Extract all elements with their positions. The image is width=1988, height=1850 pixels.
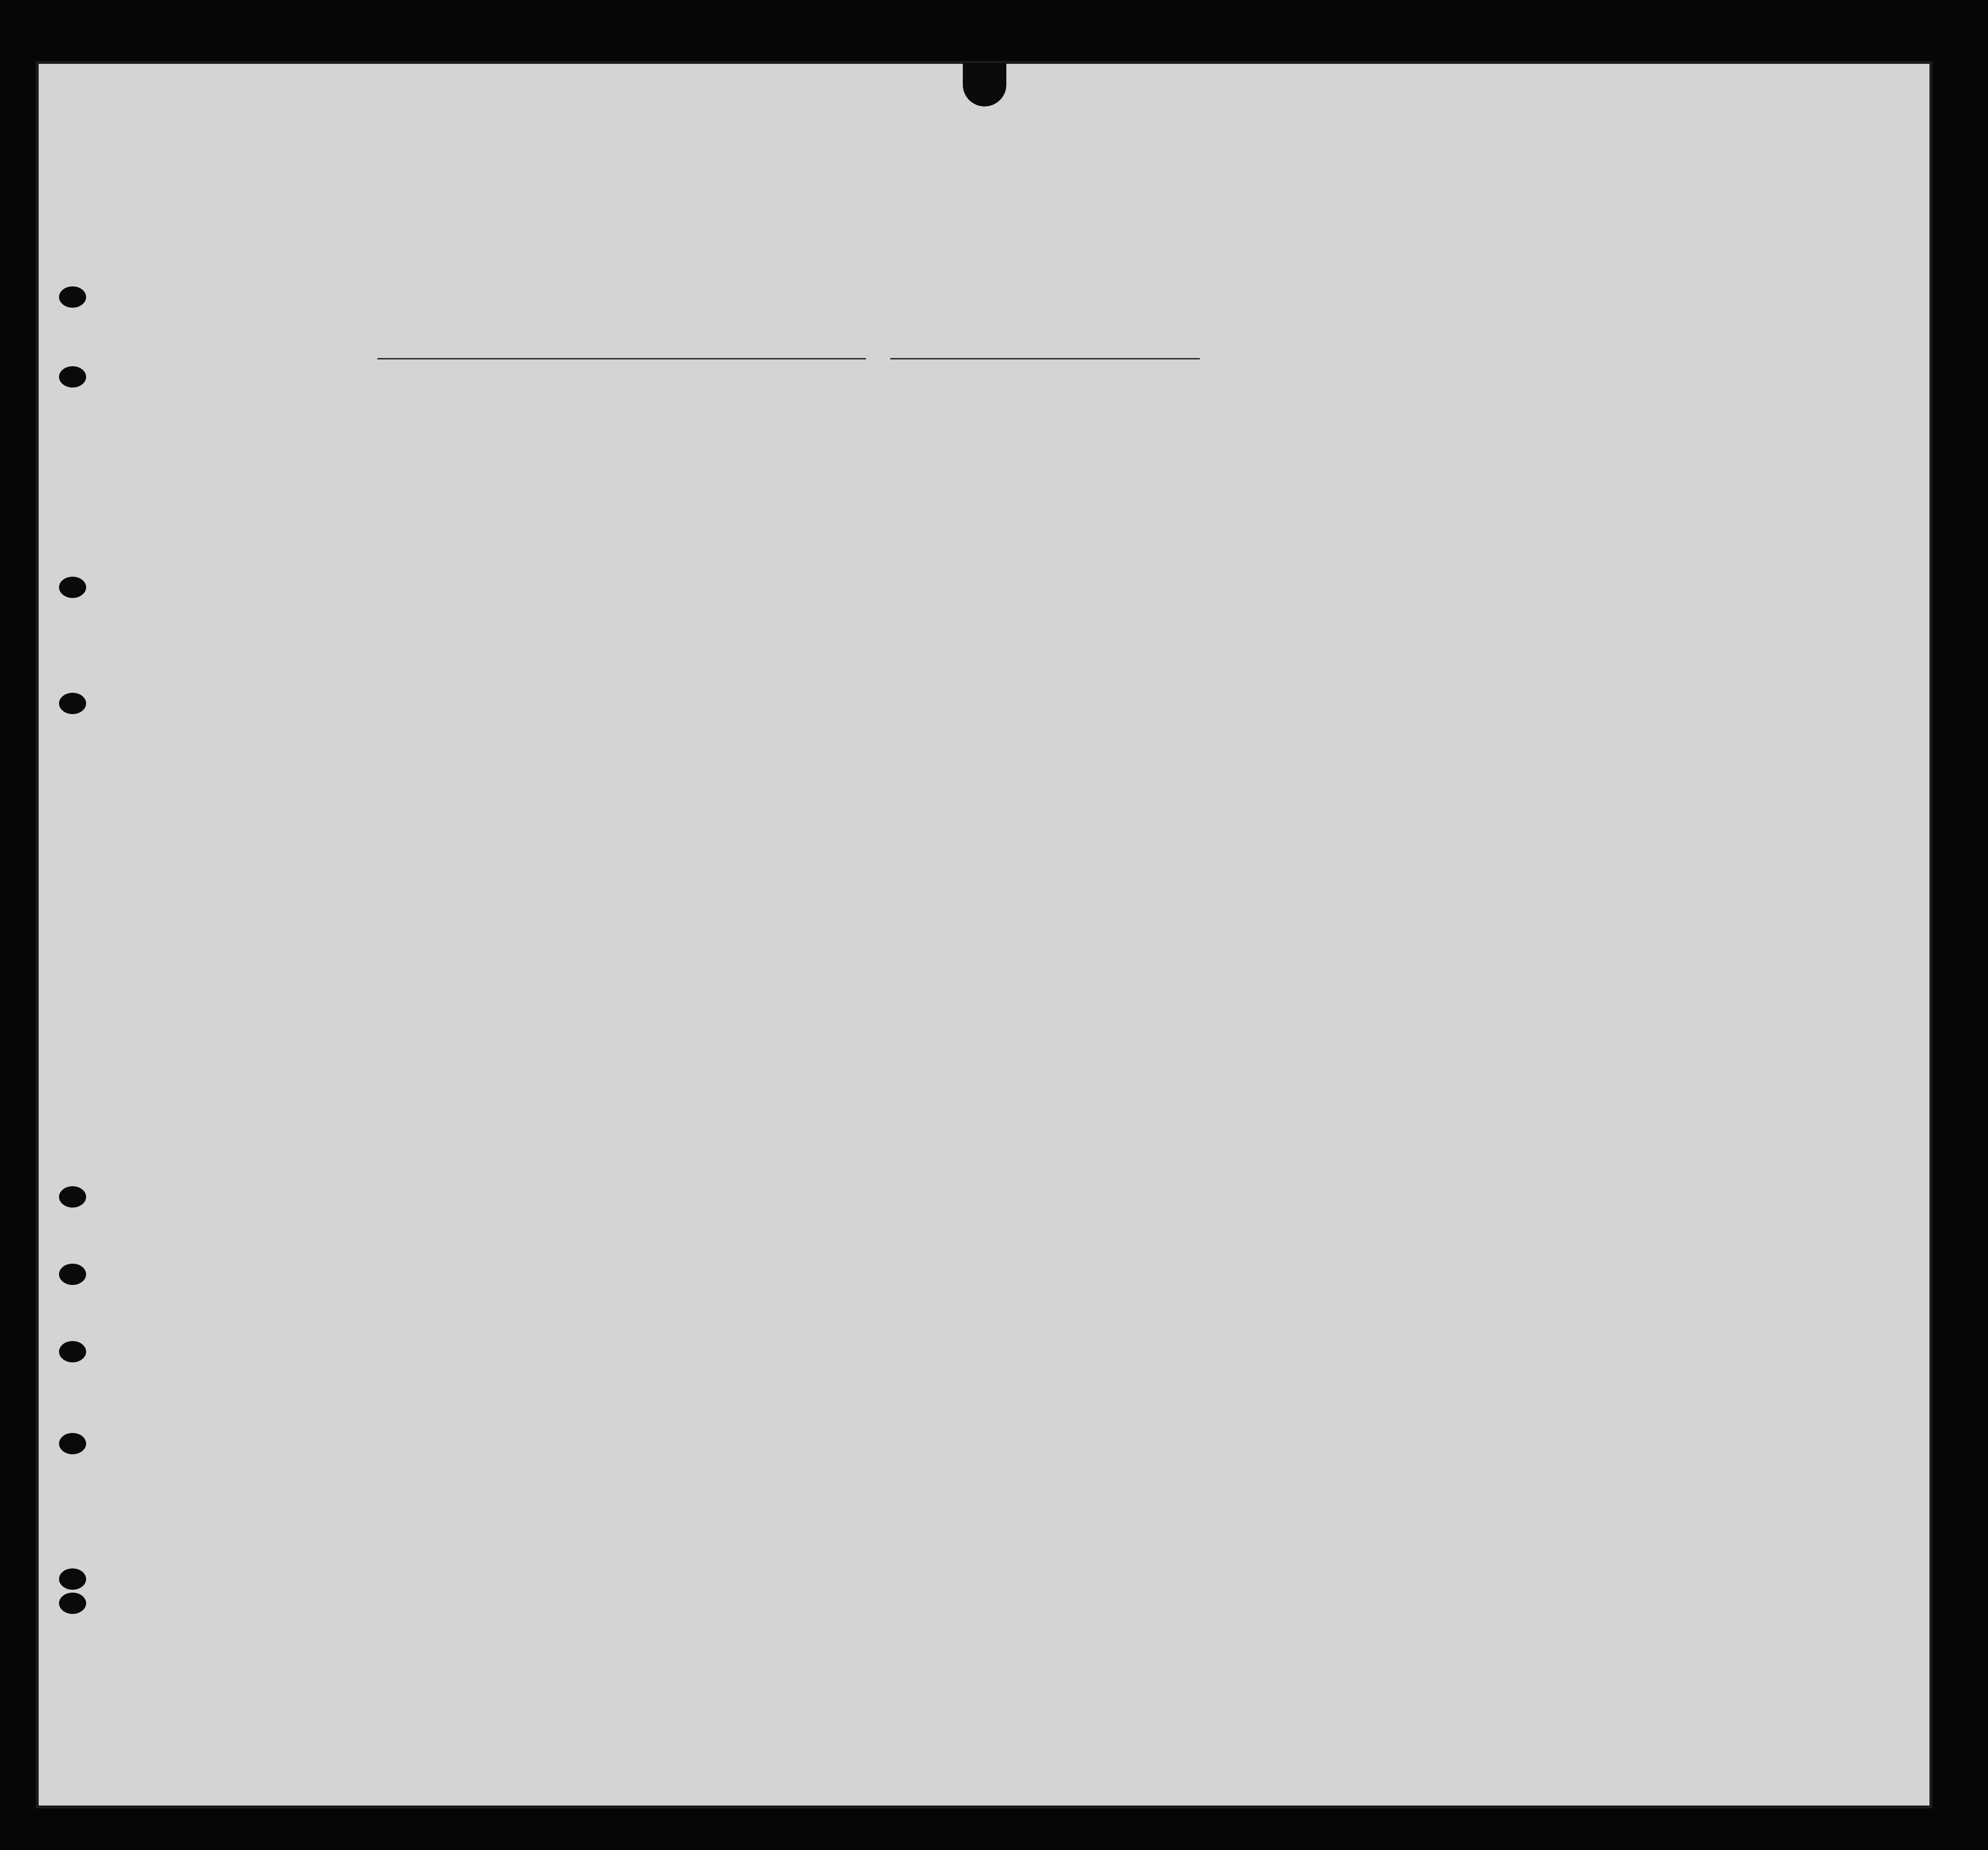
punch-hole — [59, 366, 86, 388]
page-notch — [963, 63, 1006, 106]
punch-hole — [59, 1341, 86, 1362]
punch-hole — [59, 1433, 86, 1454]
punch-hole — [59, 286, 86, 308]
punch-hole — [59, 1593, 86, 1614]
punch-hole — [59, 577, 86, 598]
punch-hole — [59, 693, 86, 714]
punch-hole — [59, 1264, 86, 1285]
punch-hole — [59, 1186, 86, 1208]
manifest-page — [39, 64, 1929, 1805]
punch-hole — [59, 1568, 86, 1590]
